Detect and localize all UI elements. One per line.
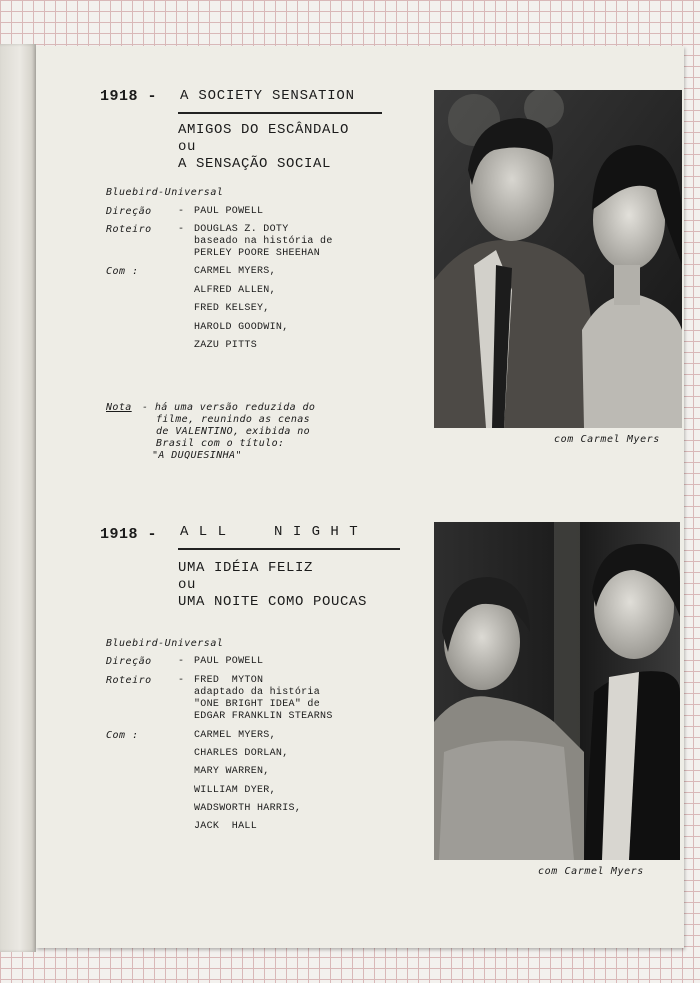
cast-member: WADSWORTH HARRIS, (194, 802, 302, 814)
title-or: ou (178, 577, 197, 593)
note-label: Nota (106, 402, 132, 413)
script-line: EDGAR FRANKLIN STEARNS (194, 711, 333, 722)
cast-list (194, 730, 301, 839)
title-rule (178, 548, 400, 550)
script-label: Roteiro (106, 675, 152, 686)
original-title: A L L N I G H T (180, 524, 359, 540)
cast-member: ZAZU PITTS (194, 340, 258, 351)
original-title: A SOCIETY SENSATION (180, 88, 355, 104)
cast-member: CARMEL MYERS, (194, 266, 276, 277)
script-label: Roteiro (106, 224, 152, 235)
note-line: "A DUQUESINHA" (152, 450, 242, 461)
note-line: Brasil com o título: (156, 438, 285, 449)
title-rule (178, 112, 382, 114)
director: PAUL POWELL (194, 206, 264, 217)
film-still-couple-icon (434, 90, 682, 428)
script-line: FRED MYTON (194, 675, 264, 686)
title-or: ou (178, 139, 197, 155)
note-line: filme, reunindo as cenas (156, 414, 311, 425)
script-line: adaptado da história (194, 687, 321, 698)
cast-member: WILLIAM DYER, (194, 784, 276, 796)
script-line: "ONE BRIGHT IDEA" de (194, 699, 321, 710)
cast-member: CARMEL MYERS, (194, 730, 276, 741)
note-line: - há uma versão reduzida do (142, 402, 316, 413)
cast-member: MARY WARREN, (194, 766, 270, 778)
dash: - (178, 675, 185, 686)
direction-label: Direção (106, 206, 152, 217)
script-credits (194, 675, 333, 723)
dash: - (178, 656, 185, 667)
dash: - (178, 206, 185, 217)
photo-caption: com Carmel Myers (538, 866, 644, 877)
script-line: PERLEY POORE SHEEHAN (194, 248, 321, 259)
studio: Bluebird-Universal (106, 187, 224, 198)
dash: - (178, 224, 185, 235)
film-still-photo (434, 522, 680, 860)
cast-member: CHARLES DORLAN, (194, 748, 289, 760)
script-line: baseado na história de (194, 236, 333, 247)
cast-label: Com : (106, 266, 139, 277)
script-credits (194, 224, 333, 260)
note-text (142, 402, 315, 450)
script-line: DOUGLAS Z. DOTY (194, 224, 289, 235)
studio: Bluebird-Universal (106, 638, 224, 649)
booklet-page (36, 46, 684, 948)
cast-member: ALFRED ALLEN, (194, 284, 276, 296)
portuguese-title-2: UMA NOITE COMO POUCAS (178, 594, 368, 610)
book-spine (0, 44, 36, 952)
direction-label: Direção (106, 656, 152, 667)
cast-label: Com : (106, 730, 139, 741)
cast-member: FRED KELSEY, (194, 303, 270, 314)
portuguese-title-2: A SENSAÇÃO SOCIAL (178, 156, 332, 172)
photo-caption: com Carmel Myers (554, 434, 660, 445)
film-year: 1918 - (100, 526, 158, 543)
film-still-couple-icon (434, 522, 680, 860)
cast-member: JACK HALL (194, 820, 258, 832)
portuguese-title-1: UMA IDÉIA FELIZ (178, 560, 314, 576)
cast-list (194, 266, 289, 359)
film-still-photo (434, 90, 682, 428)
director: PAUL POWELL (194, 656, 264, 667)
film-year: 1918 - (100, 88, 158, 105)
cast-member: HAROLD GOODWIN, (194, 321, 289, 333)
portuguese-title-1: AMIGOS DO ESCÂNDALO (178, 122, 350, 138)
note-line: de VALENTINO, exibida no (156, 426, 311, 437)
